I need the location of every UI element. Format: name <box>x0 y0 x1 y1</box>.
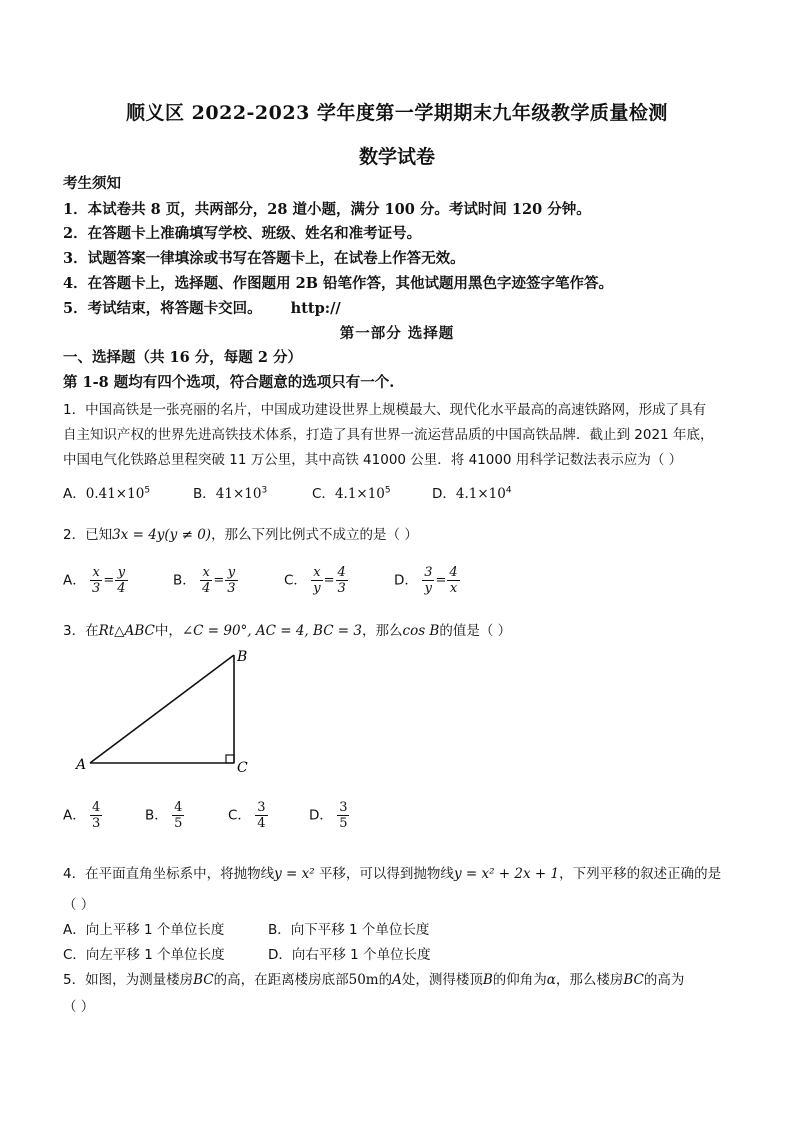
q3-option-b-label: B． <box>145 807 168 824</box>
q4-math1: y = x² <box>274 866 319 882</box>
q5-suffix: ，那么楼房 <box>555 972 624 988</box>
q4-paren: （ ） <box>63 897 95 913</box>
q1-line-1: 1．中国高铁是一张亮丽的名片，中国成功建设世界上规模最大、现代化水平最高的高速铁路网，形成了具有 <box>63 402 707 418</box>
q3-option-b <box>145 800 184 831</box>
q5-paren: （ ） <box>63 999 95 1015</box>
q2-option-b-frac2: $\frac{y}{3}$ <box>227 565 236 596</box>
q2-option-c-frac2: $\frac{4}{3}$ <box>337 565 346 596</box>
q2-option-d <box>394 565 460 596</box>
q3-option-a <box>63 800 102 831</box>
q2-option-a-eq: = <box>103 573 115 588</box>
notes-heading: 考生须知 <box>63 175 121 192</box>
q3-option-c-label: C． <box>228 807 251 824</box>
q4-option-d: D．向右平移 1 个单位长度 <box>268 947 431 963</box>
note-item-4: 4．在答题卡上，选择题、作图题用 2B 铅笔作答，其他试题用黑色字迹签字笔作答。 <box>63 275 614 292</box>
note-link[interactable]: http:// <box>290 300 341 317</box>
q5-middle2: 的 <box>378 972 393 988</box>
q5-stem <box>63 968 684 988</box>
q1-option-b <box>193 482 267 502</box>
q5-middle4: 的仰角为 <box>492 972 547 988</box>
q1-option-d <box>432 482 512 502</box>
q2-option-c-label: C． <box>284 572 307 589</box>
q1-option-a-value: 0.41×10 <box>85 486 145 502</box>
vertex-label-c: C <box>237 760 248 775</box>
q4-suffix: ，下列平移的叙述正确的是 <box>559 866 722 882</box>
q1-option-b-label: B． <box>193 486 216 502</box>
q3-math2: ∠C = 90°, AC = 4, BC = 3 <box>181 623 363 639</box>
note-item-5-text: 5．考试结束，将答题卡交回。 <box>63 300 262 317</box>
q3-stem <box>63 619 511 639</box>
q3-option-b-frac: $\frac{4}{5}$ <box>174 800 183 831</box>
q1-option-c-exp: 5 <box>384 485 391 496</box>
q5-math3: A <box>392 972 402 988</box>
q2-prefix: 2．已知 <box>63 527 113 543</box>
q2-option-d-frac2: $\frac{4}{x}$ <box>449 565 458 596</box>
note-item-2: 2．在答题卡上准确填写学校、班级、姓名和准考证号。 <box>63 225 422 242</box>
q2-option-a-frac1: $\frac{x}{3}$ <box>92 565 101 596</box>
q3-triangle-figure <box>72 645 272 775</box>
q5-math1: BC <box>193 972 214 988</box>
page-subtitle: 数学试卷 <box>358 146 435 168</box>
q1-option-d-value: 4.1×10 <box>455 486 506 502</box>
q2-option-b-label: B． <box>173 572 196 589</box>
q5-math6: BC <box>623 972 644 988</box>
right-angle-mark <box>226 755 234 763</box>
q1-line-3: 中国电气化铁路总里程突破 11 万公里，其中高铁 41000 公里．将 41000 用科学记数法表示应为（ ） <box>63 452 683 468</box>
triangle-side-ab <box>90 655 234 763</box>
q4-stem <box>63 862 721 882</box>
q3-option-a-label: A． <box>63 807 86 824</box>
section-instruction: 第 1-8 题均有四个选项，符合题意的选项只有一个. <box>63 374 395 391</box>
q2-option-c <box>284 565 348 596</box>
page-title: 顺义区 2022-2023 学年度第一学期期末九年级教学质量检测 <box>126 102 668 124</box>
q3-option-c-frac: $\frac{3}{4}$ <box>257 800 266 831</box>
q2-option-b-frac1: $\frac{x}{4}$ <box>202 565 211 596</box>
q2-stem <box>63 523 418 543</box>
q2-option-a-frac2: $\frac{y}{4}$ <box>117 565 126 596</box>
q1-option-d-exp: 4 <box>505 485 512 496</box>
note-item-5 <box>63 297 341 318</box>
q5-middle1: 的高，在距离楼房底部 <box>213 972 349 988</box>
vertex-label-a: A <box>76 757 87 773</box>
q2-math: 3x = 4y(y ≠ 0) <box>112 527 212 543</box>
q2-option-b <box>173 565 238 596</box>
q3-option-c <box>228 800 268 831</box>
section-heading: 一、选择题（共 16 分，每题 2 分） <box>63 349 302 366</box>
q4-option-a: A．向上平移 1 个单位长度 <box>63 922 225 938</box>
q5-math5: α <box>546 972 556 988</box>
q4-option-b: B．向下平移 1 个单位长度 <box>268 922 430 938</box>
q3-suffix2: 的值是（ ） <box>439 623 512 639</box>
q2-option-b-eq: = <box>213 573 225 588</box>
q1-option-d-label: D． <box>432 486 456 502</box>
note-item-3: 3．试题答案一律填涂或书写在答题卡上，在试卷上作答无效。 <box>63 250 465 267</box>
q4-option-c: C．向左平移 1 个单位长度 <box>63 947 225 963</box>
q1-option-c-label: C． <box>312 486 335 502</box>
q1-option-c <box>312 482 391 502</box>
q1-option-b-exp: 3 <box>261 485 268 496</box>
q2-option-a <box>63 565 128 596</box>
q5-math2: 50m <box>348 972 379 988</box>
q3-suffix: ，那么 <box>362 623 403 639</box>
q3-prefix: 3．在 <box>63 623 99 639</box>
q2-option-d-eq: = <box>435 573 447 588</box>
q1-option-a-label: A． <box>63 486 86 502</box>
q5-suffix2: 的高为 <box>643 972 685 988</box>
q2-option-a-label: A． <box>63 572 86 589</box>
part-one-title: 第一部分 选择题 <box>339 325 455 342</box>
q1-option-a-exp: 5 <box>144 485 151 496</box>
q4-math2: y = x² + 2x + 1 <box>453 866 560 882</box>
q1-line-2: 自主知识产权的世界先进高铁技术体系，打造了具有世界一流运营品质的中国高铁品牌．截止到 2021 年底， <box>63 427 714 443</box>
q2-option-c-frac1: $\frac{x}{y}$ <box>313 565 321 596</box>
vertex-label-b: B <box>237 649 248 665</box>
q3-option-d <box>309 800 349 831</box>
q1-option-b-value: 41×10 <box>215 486 262 502</box>
q2-option-c-eq: = <box>323 573 335 588</box>
q4-prefix: 4．在平面直角坐标系中，将抛物线 <box>63 866 275 882</box>
q1-option-a <box>63 482 150 502</box>
q3-math3: cos B <box>402 623 440 639</box>
q2-option-d-frac1: $\frac{3}{y}$ <box>424 565 433 596</box>
q3-option-d-label: D． <box>309 807 333 824</box>
q2-suffix: ，那么下列比例式不成立的是（ ） <box>211 527 418 543</box>
q5-middle3: 处，测得楼顶 <box>401 972 483 988</box>
q4-middle: 平移，可以得到抛物线 <box>318 866 454 882</box>
q3-math: Rt△ABC <box>98 623 155 639</box>
q3-middle: 中， <box>154 623 182 639</box>
q5-prefix: 5．如图，为测量楼房 <box>63 972 194 988</box>
q3-option-d-frac: $\frac{3}{5}$ <box>339 800 348 831</box>
note-item-1: 1．本试卷共 8 页，共两部分，28 道小题，满分 100 分。考试时间 120 分钟。 <box>63 201 591 218</box>
q3-option-a-frac: $\frac{4}{3}$ <box>92 800 101 831</box>
q2-option-d-label: D． <box>394 572 418 589</box>
q1-option-c-value: 4.1×10 <box>334 486 385 502</box>
q5-math4: B <box>482 972 493 988</box>
